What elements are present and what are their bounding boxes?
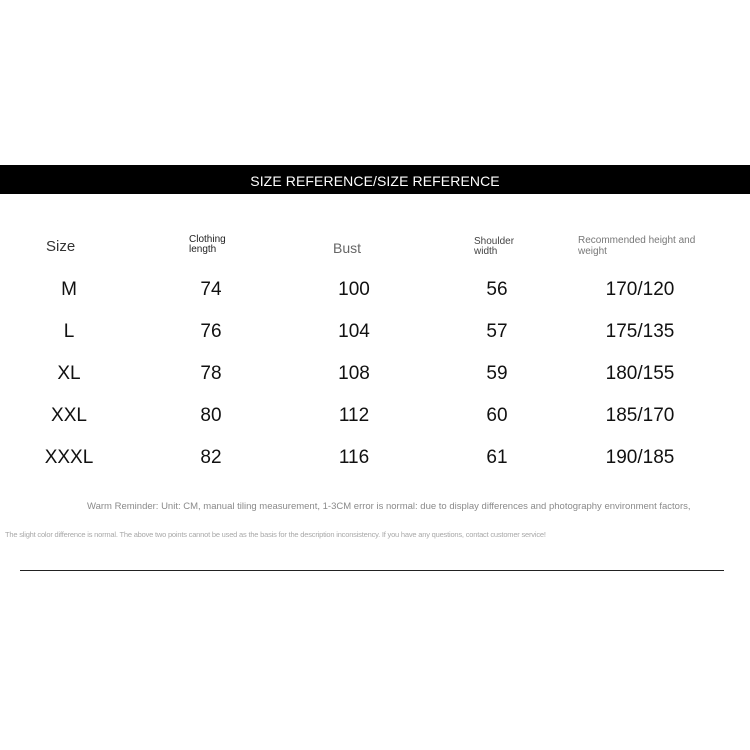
header-clothing-length-line2: length bbox=[189, 244, 217, 255]
header-size: Size bbox=[46, 238, 76, 255]
bottom-divider bbox=[20, 570, 724, 571]
row-bust-cell: 112 bbox=[338, 405, 370, 426]
warm-reminder-note: Warm Reminder: Unit: CM, manual tiling measurement, 1-3CM error is normal: due to display differences and photography environment factors, bbox=[87, 501, 691, 512]
row-recommended-cell: 180/155 bbox=[605, 363, 675, 384]
row-shoulder-cell: 61 bbox=[486, 447, 508, 468]
row-recommended-cell: 190/185 bbox=[605, 447, 675, 468]
row-size-cell: M bbox=[61, 279, 77, 300]
header-shoulder-width bbox=[474, 237, 534, 257]
row-shoulder-cell: 60 bbox=[486, 405, 508, 426]
row-bust-cell: 108 bbox=[338, 363, 370, 384]
row-length-cell: 76 bbox=[200, 321, 222, 342]
row-bust-cell: 100 bbox=[338, 279, 370, 300]
size-reference-title: SIZE REFERENCE/SIZE REFERENCE bbox=[250, 173, 500, 189]
header-shoulder-width-line2: width bbox=[474, 246, 498, 257]
row-length-cell: 80 bbox=[200, 405, 222, 426]
row-size-cell: XL bbox=[57, 363, 81, 384]
disclaimer-note: The slight color difference is normal. The above two points cannot be used as the basis for the description inconsistency. If you have any questions, contact customer service! bbox=[5, 530, 546, 539]
row-recommended-cell: 185/170 bbox=[605, 405, 675, 426]
row-shoulder-cell: 56 bbox=[486, 279, 508, 300]
row-size-cell: L bbox=[63, 321, 75, 342]
row-recommended-cell: 175/135 bbox=[605, 321, 675, 342]
header-bust: Bust bbox=[333, 240, 362, 256]
row-shoulder-cell: 57 bbox=[486, 321, 508, 342]
row-length-cell: 78 bbox=[200, 363, 222, 384]
row-bust-cell: 104 bbox=[338, 321, 370, 342]
row-recommended-cell: 170/120 bbox=[605, 279, 675, 300]
row-shoulder-cell: 59 bbox=[486, 363, 508, 384]
row-length-cell: 74 bbox=[200, 279, 222, 300]
title-bar bbox=[0, 165, 750, 194]
header-clothing-length bbox=[189, 235, 249, 255]
row-size-cell: XXXL bbox=[44, 447, 94, 468]
header-recommended-height-weight: Recommended height and weight bbox=[578, 235, 696, 257]
row-size-cell: XXL bbox=[51, 405, 87, 426]
row-bust-cell: 116 bbox=[338, 447, 370, 468]
header-clothing-length-line1: Clothing bbox=[189, 234, 226, 245]
row-length-cell: 82 bbox=[200, 447, 222, 468]
header-shoulder-width-line1: Shoulder bbox=[474, 236, 515, 247]
